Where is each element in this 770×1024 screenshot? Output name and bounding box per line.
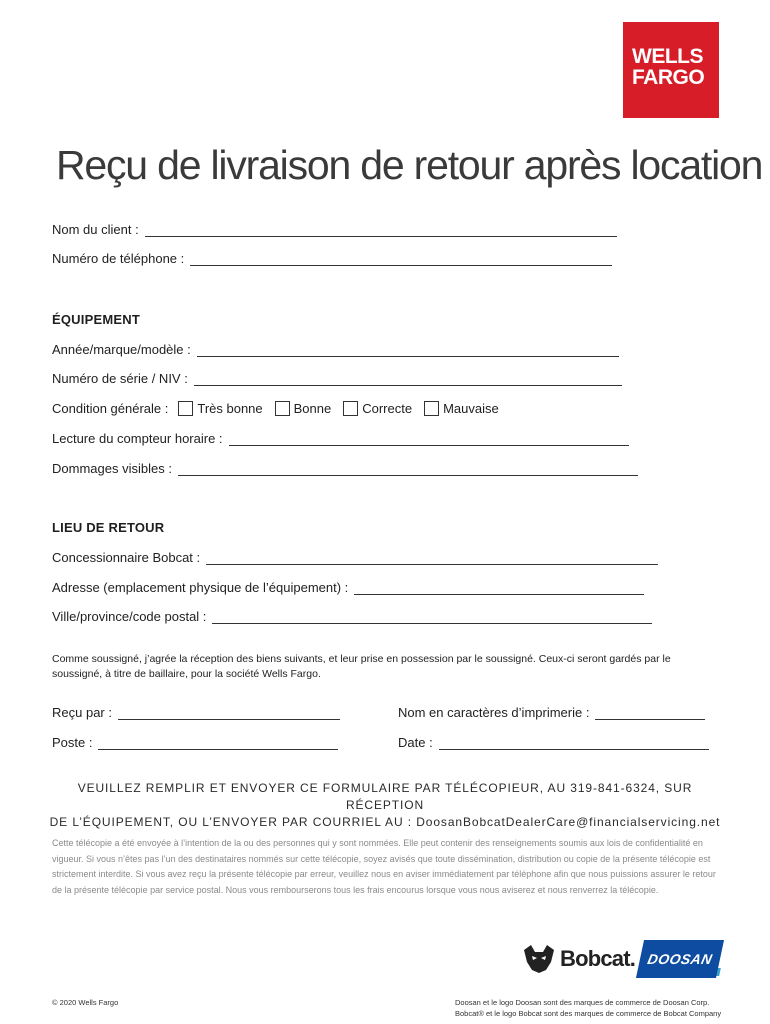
checkbox-box [424,401,439,416]
city-field[interactable] [212,613,652,624]
visible-damage-row [52,461,638,476]
received-by-field[interactable] [118,709,340,720]
city-row [52,609,652,624]
trademark-doosan: Doosan et le logo Doosan sont des marques de commerce de Doosan Corp. [455,998,710,1007]
dealer-field[interactable] [206,554,658,565]
print-name-label: Nom en caractères d’imprimerie : [398,705,590,720]
hour-meter-label: Lecture du compteur horaire : [52,431,223,446]
visible-damage-field[interactable] [178,465,638,476]
position-row [52,735,338,750]
condition-very-good-label: Très bonne [197,401,263,416]
client-name-field[interactable] [145,226,617,237]
date-row [398,735,709,750]
city-label: Ville/province/code postal : [52,609,207,624]
equipment-heading: ÉQUIPEMENT [52,312,140,327]
fax-instructions-line-1: VEUILLEZ REMPLIR ET ENVOYER CE FORMULAIRE PAR TÉLÉCOPIEUR, AU 319-841-6324, SUR RÉCEPTION [77,781,693,812]
year-make-model-label: Année/marque/modèle : [52,342,191,357]
wells-fargo-logo [623,22,719,118]
client-name-label: Nom du client : [52,222,139,237]
serial-field[interactable] [194,375,622,386]
fax-instructions [40,780,730,831]
serial-label: Numéro de série / NIV : [52,371,188,386]
position-field[interactable] [98,739,338,750]
condition-label: Condition générale : [52,401,169,416]
received-by-label: Reçu par : [52,705,112,720]
year-make-model-row [52,342,619,357]
phone-label: Numéro de téléphone : [52,251,185,266]
date-label: Date : [398,735,433,750]
bobcat-wordmark: Bobcat. [560,946,636,971]
condition-poor-checkbox[interactable] [424,401,499,416]
serial-row [52,371,622,386]
trademark-bobcat: Bobcat® et le logo Bobcat sont des marques de commerce de Bobcat Company [455,1009,722,1018]
address-row [52,580,644,595]
bobcat-logo [522,944,635,974]
condition-fair-checkbox[interactable] [343,401,412,416]
condition-good-checkbox[interactable] [275,401,332,416]
dealer-label: Concessionnaire Bobcat : [52,550,201,565]
bobcat-head-icon [522,944,556,974]
acknowledgement-text: Comme soussigné, j’agrée la réception des biens suivants, et leur prise en possession par le soussigné. Ceux-ci seront gardés par le soussigné, à titre de baillaire, pour la société Wells Fargo. [52,653,671,680]
received-by-row [52,705,340,720]
hour-meter-field[interactable] [229,435,629,446]
address-label: Adresse (emplacement physique de l’équipement) : [52,580,349,595]
address-field[interactable] [354,584,644,595]
position-label: Poste : [52,735,93,750]
condition-row [52,401,511,416]
checkbox-box [343,401,358,416]
checkbox-box [178,401,193,416]
print-name-field[interactable] [595,709,705,720]
logo-line-2: FARGO [632,66,705,89]
print-name-row [398,705,705,720]
copyright: © 2020 Wells Fargo [52,998,119,1007]
condition-very-good-checkbox[interactable] [178,401,262,416]
checkbox-box [275,401,290,416]
client-name-row [52,222,617,237]
return-location-heading: LIEU DE RETOUR [52,520,165,535]
phone-field[interactable] [190,255,612,266]
condition-poor-label: Mauvaise [443,401,499,416]
condition-fair-label: Correcte [362,401,413,416]
doosan-logo: DOOSAN [636,940,724,978]
hour-meter-row [52,431,629,446]
fax-instructions-line-2: DE L’ÉQUIPEMENT, OU L’ENVOYER PAR COURRIEL AU : DoosanBobcatDealerCare@financialservicing.net [49,815,721,829]
year-make-model-field[interactable] [197,346,619,357]
dealer-row [52,550,658,565]
date-field[interactable] [439,739,709,750]
phone-row [52,251,612,266]
visible-damage-label: Dommages visibles : [52,461,172,476]
condition-good-label: Bonne [293,401,332,416]
logo-line-1: WELLS [632,45,703,68]
confidentiality-disclaimer: Cette télécopie a été envoyée à l’intention de la ou des personnes qui y sont nommées. Elle peut contenir des renseignements soumis aux lois de confidentialité en vigueur. Si vous n’êtes pas l’un des destinataires nommés sur cette télécopie, soyez avisés que toute dissémination, distribution ou copie de la présente télécopie est strictement interdite. Si vous avez reçu la présente télécopie par erreur, veuillez nous en aviser immédiatement par téléphone afin que nous puissions assurer le retour de la présente télécopie par service postal. Nous vous rembourserons tous les frais encourus lorsque vous nous aviserez et nous renverrez la télécopie. [52,838,716,895]
page-title: Reçu de livraison de retour après location [56,142,763,188]
